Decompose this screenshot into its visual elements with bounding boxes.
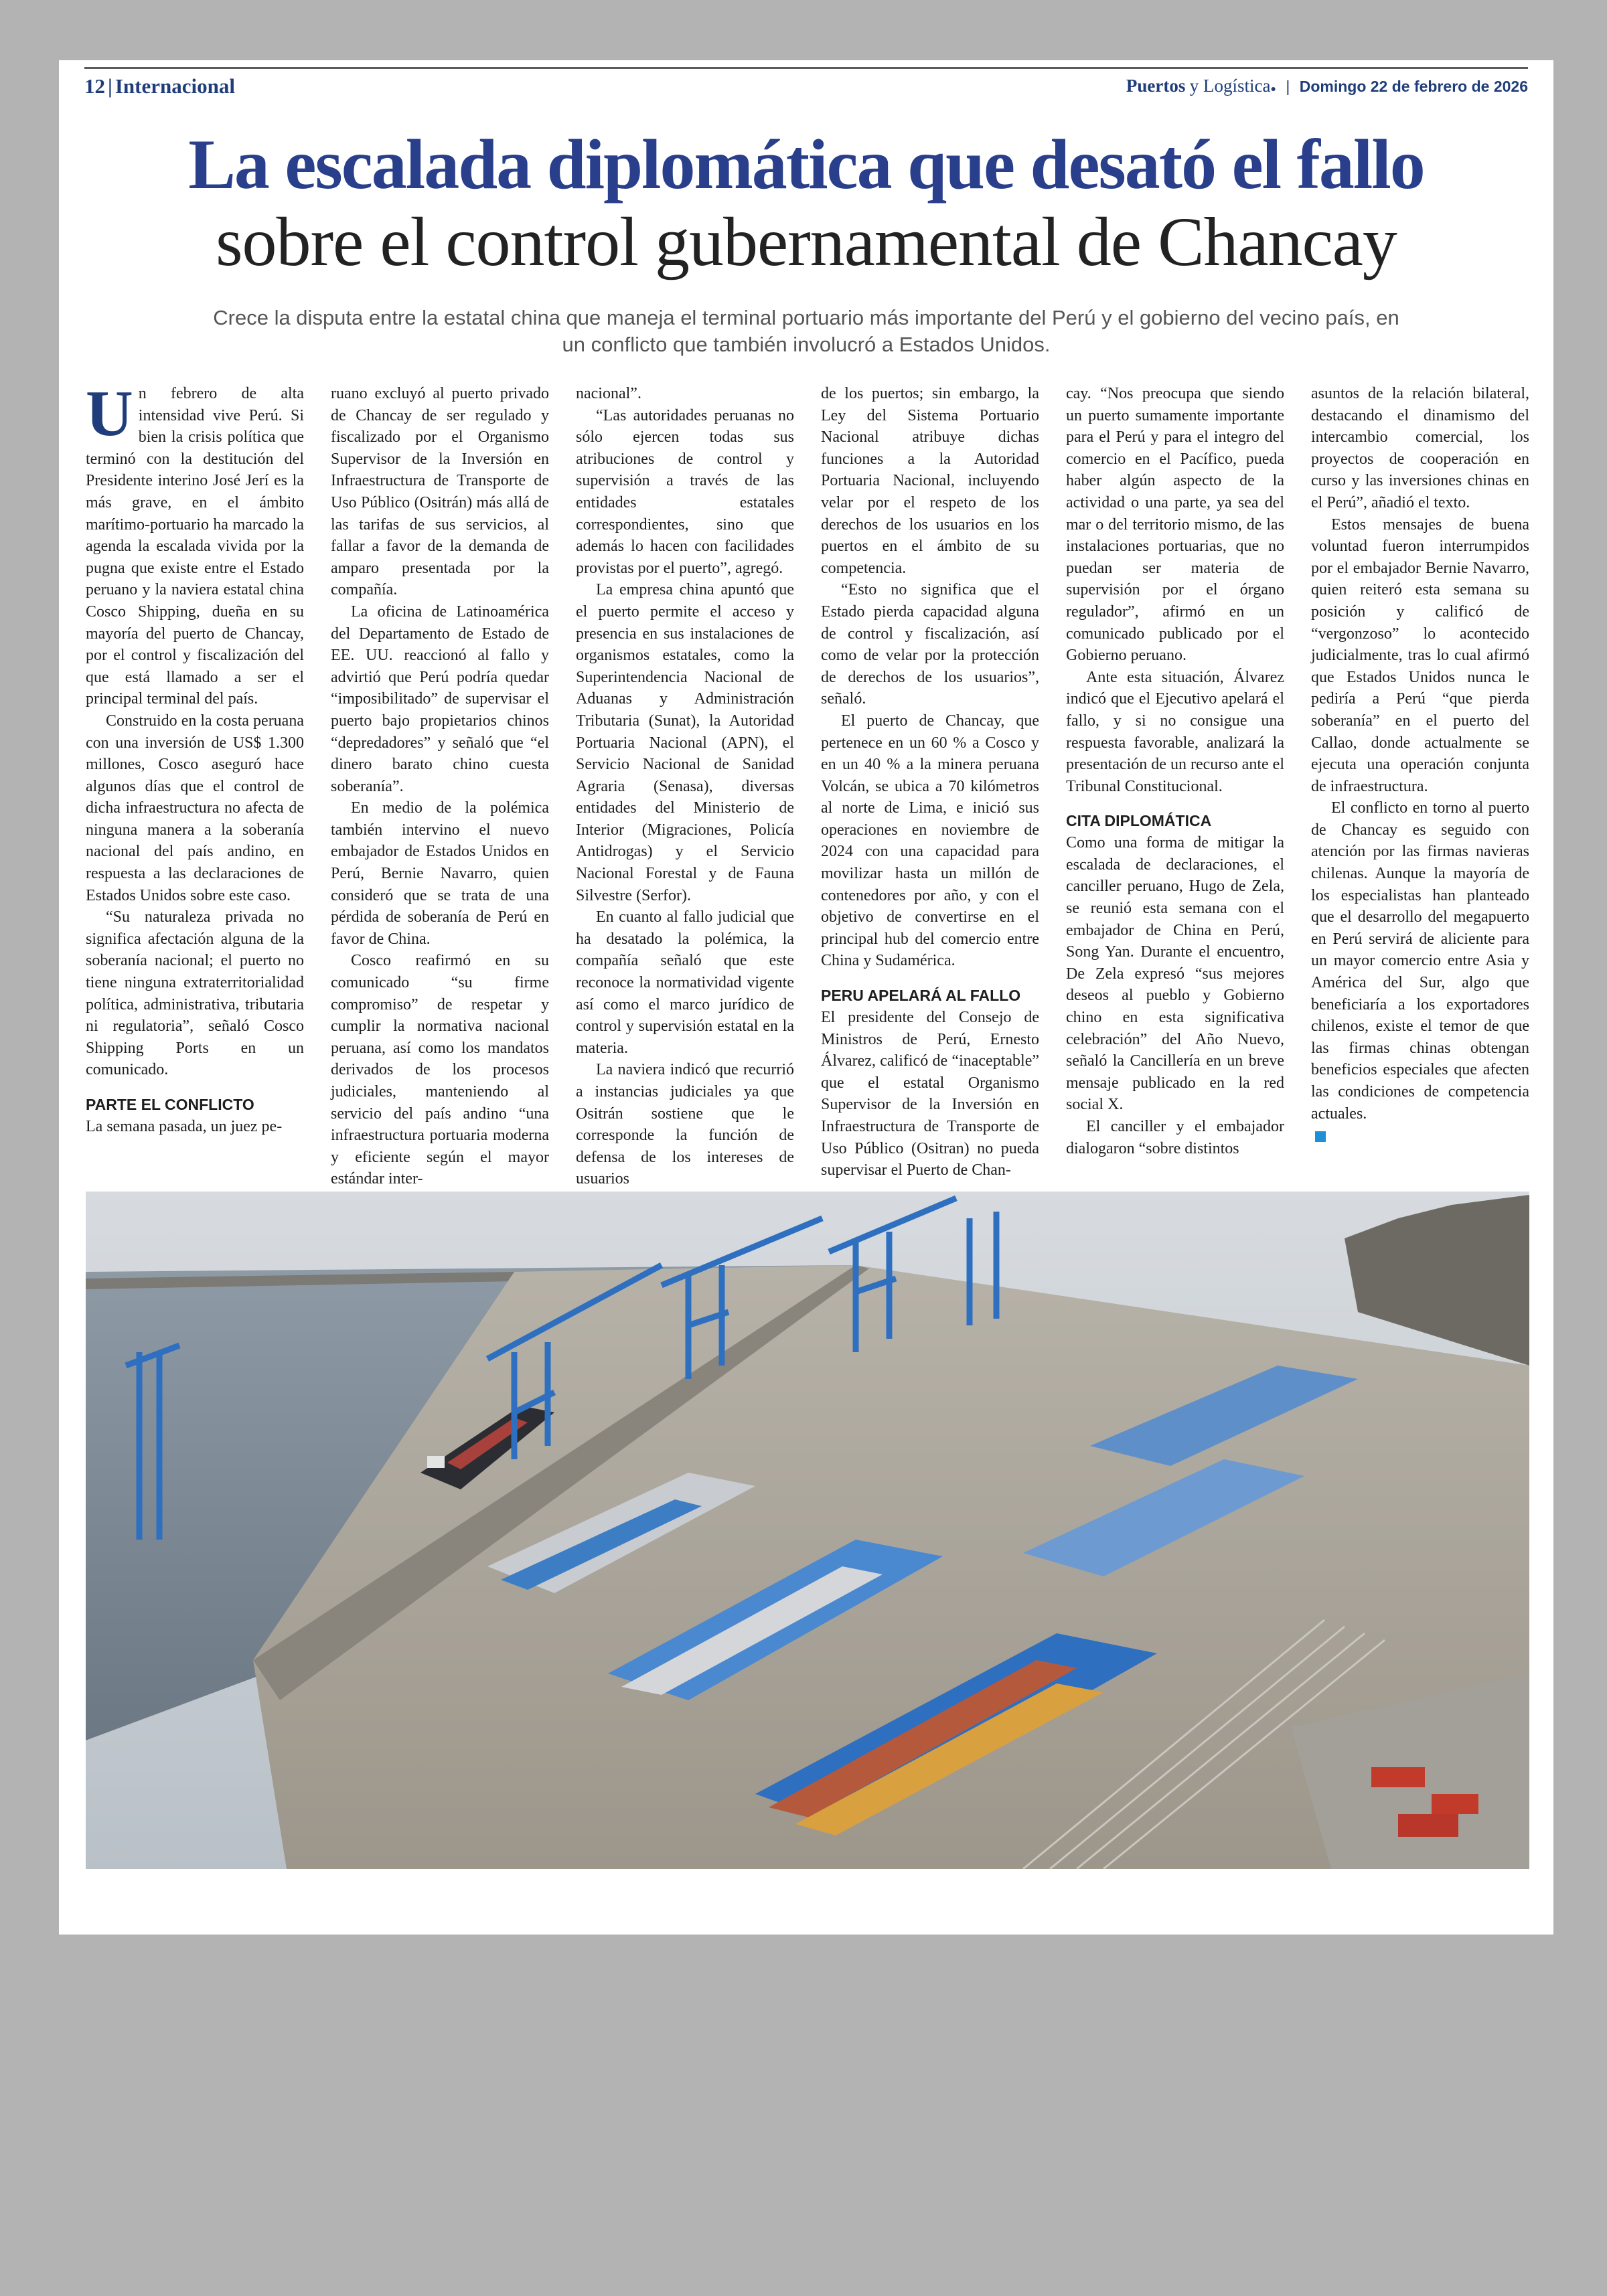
section-label: 12 | Internacional	[84, 74, 235, 98]
article-column-1	[86, 378, 304, 1138]
paragraph: Cosco reafirmó en su comunicado “su firme compromiso” de respetar y cumplir la normativa nacional peruana, así como los mandatos derivados de los procesos judiciales, manteniendo al servicio del país andino “una infraestructura portuaria moderna y eficiente según el mayor estándar inter-	[331, 952, 549, 1188]
paragraph: Ante esta situación, Álvarez indicó que el Ejecutivo apelará el fallo, y si no consigue una respuesta favorable, analizará la presentación de un recurso ante el Tribunal Constitucional.	[1066, 668, 1284, 795]
page-number: 12	[84, 74, 105, 98]
publication-name: Puertos	[1126, 76, 1186, 96]
end-mark-icon	[1315, 1131, 1326, 1142]
article-deck: Crece la disputa entre la estatal china que maneja el terminal portuario más importante del Perú y el gobierno del vecino país, en un conflicto que también involucró a Estados Unidos.	[213, 306, 1399, 356]
paragraph: El conflicto en torno al puerto de Chancay es seguido con atención por las firmas navieras chilenas. Aunque la mayoría de los especialistas han planteado que el desarrollo del megapuerto en Perú servirá de aliciente para un mayor comercio entre Asia y América del Sur, algo que beneficiaría a los exportadores chilenos, existe el temor de que las firmas chinas obtengan beneficios especiales que afecten las condiciones de competencia actuales.	[1311, 799, 1529, 1123]
port-aerial-photo	[86, 1192, 1529, 1869]
page-folio	[84, 67, 1528, 101]
headline-line-2: sobre el control gubernamental de Chancay	[216, 203, 1397, 280]
paragraph: La semana pasada, un juez pe-	[86, 1118, 283, 1135]
paragraph: La naviera indicó que recurrió a instancias judiciales ya que Ositrán sostiene que le corresponde la función de defensa de los intereses de usuarios	[576, 1061, 794, 1188]
paragraph: La empresa china apuntó que el puerto permite el acceso y presencia en sus instalaciones de organismos estatales, como la Superintendencia Nacional de Aduanas y Administración Tributaria (Sunat), la Autoridad Portuaria Nacional (APN), el Servicio Nacional de Sanidad Agraria (Senasa), diversas entidades del Ministerio de Interior (Migraciones, Policía Antidrogas) y el Servicio Nacional Forestal y de Fauna Silvestre (Serfor).	[576, 581, 794, 904]
paragraph: n febrero de alta intensidad vive Perú. Si bien la crisis política que terminó con la destitución del Presidente interino José Jerí es la más grave, en el ámbito marítimo-portuario ha marcado la agenda la escalada vivida por la pugna que existe entre el Estado peruano y la naviera estatal china Cosco Shipping, dueña en su mayoría del puerto de Chancay, por el control y fiscalización del que está llamado a ser el principal terminal del país.	[86, 385, 304, 708]
newspaper-page	[59, 60, 1553, 1935]
paragraph: Como una forma de mitigar la escalada de declaraciones, el canciller peruano, Hugo de Zela, se reunió esta semana con el embajador de China en Perú, Song Yan. Durante el encuentro, De Zela expresó “sus mejores deseos al pueblo y Gobierno chino en esta significativa celebración” del Año Nuevo, señaló la Cancillería en un breve mensaje publicado en la red social X.	[1066, 834, 1284, 1114]
paragraph: El canciller y el embajador dialogaron “sobre distintos	[1066, 1118, 1284, 1157]
paragraph: ruano excluyó al puerto privado de Chancay de ser regulado y fiscalizado por el Organismo Supervisor de la Inversión en Infraestructura de Transporte de Uso Público (Ositrán) más allá de las tarifas de sus servicios, al fallar a favor de la demanda de amparo presentada por la compañía.	[331, 385, 549, 599]
paragraph: nacional”.	[576, 385, 641, 402]
subheading: PARTE EL CONFLICTO	[86, 1096, 254, 1113]
publication-date-line: Puertos y Logística● | Domingo 22 de febrero de 2026	[1126, 76, 1528, 96]
article-column-2	[331, 383, 549, 1190]
article-column-5	[1066, 383, 1284, 1159]
section-name: Internacional	[114, 74, 235, 98]
paragraph: “Las autoridades peruanas no sólo ejercen todas sus atribuciones de control y supervisión a través de las entidades estatales correspondientes, sino que además lo hacen con facilidades provistas por el puerto”, agregó.	[576, 406, 794, 577]
paragraph: En medio de la polémica también intervino el nuevo embajador de Estados Unidos en Perú, Bernie Navarro, quien consideró que se trata de una pérdida de soberanía de Perú en favor de China.	[331, 799, 549, 948]
paragraph: El presidente del Consejo de Ministros de Perú, Ernesto Álvarez, calificó de “inaceptable” que el estatal Organismo Supervisor de la Inversión en Infraestructura de Transporte de Uso Público (Ositran) no pueda supervisar el Puerto de Chan-	[821, 1009, 1039, 1179]
paragraph: La oficina de Latinoamérica del Departamento de Estado de EE. UU. reaccionó al fallo y advirtió que Perú podría quedar “imposibilitado” de supervisar el puerto bajo propietarios chinos “depredadores” y señaló que “el dinero barato chino cuesta soberanía”.	[331, 602, 549, 795]
paragraph: Construido en la costa peruana con una inversión de US$ 1.300 millones, Cosco aseguró hace algunos días que el control de dicha infraestructura no afecta de ninguna manera a la soberanía nacional del país andino, en respuesta a las declaraciones de Estados Unidos sobre este caso.	[86, 712, 304, 904]
paragraph: “Esto no significa que el Estado pierda capacidad alguna de control y fiscalización, así como de velar por la protección de derechos de los usuarios”, señaló.	[821, 581, 1039, 708]
article-column-4	[821, 383, 1039, 1181]
article-column-6	[1311, 383, 1529, 1147]
article-column-3	[576, 383, 794, 1190]
issue-date: Domingo 22 de febrero de 2026	[1299, 78, 1528, 95]
paragraph: Estos mensajes de buena voluntad fueron interrumpidos por el embajador Bernie Navarro, quien reiteró esta semana su posición y calificó de “vergonzoso” lo acontecido judicialmente, tras lo cual afirmó que Estados Unidos nunca le pediría a Perú “que pierda soberanía” en el puerto del Callao, donde actualmente se ejecuta una operación conjunta de infraestructura.	[1311, 515, 1529, 795]
paragraph: cay. “Nos preocupa que siendo un puerto sumamente importante para el Perú y para el integro del comercio en el Pacífico, pueda haber algún aspecto de la actividad o una parte, ya sea del mar o del territorio mismo, de las instalaciones portuarias, que no puedan ser materia de supervisión por el órgano regulador”, afirmó en un comunicado publicado por el Gobierno peruano.	[1066, 385, 1284, 665]
paragraph: asuntos de la relación bilateral, destacando el dinamismo del intercambio comercial, los proyectos de cooperación en curso y las inversiones chinas en el Perú”, añadió el texto.	[1311, 385, 1529, 511]
paragraph: de los puertos; sin embargo, la Ley del Sistema Portuario Nacional atribuye dichas funciones a la Autoridad Portuaria Nacional, incluyendo velar por el respeto de los derechos de los usuarios en los puertos en el ámbito de su competencia.	[821, 385, 1039, 577]
paragraph: “Su naturaleza privada no significa afectación alguna de la soberanía nacional; el puerto no tiene ninguna extraterritorialidad política, administrativa, tributaria ni regulatoria”, señaló Cosco Shipping Ports en un comunicado.	[86, 908, 304, 1079]
subheading: PERU APELARÁ AL FALLO	[821, 987, 1021, 1005]
publication-name-suffix: y Logística	[1189, 76, 1271, 96]
paragraph: En cuanto al fallo judicial que ha desatado la polémica, la compañía señaló que este reconoce la normatividad vigente así como el marco jurídico de control y supervisión estatal en la materia.	[576, 908, 794, 1057]
paragraph: El puerto de Chancay, que pertenece en un 60 % a Cosco y en un 40 % a la minera peruana Volcán, se ubica a 70 kilómetros al norte de Lima, e inició sus operaciones en noviembre de 2024 con una capacidad para movilizar hasta un millón de contenedores por año, y con el objetivo de convertirse en el principal hub del comercio entre China y Sudamérica.	[821, 712, 1039, 970]
drop-cap: U	[86, 378, 133, 450]
headline-line-1: La escalada diplomática que desató el fallo	[188, 125, 1424, 203]
subheading: CITA DIPLOMÁTICA	[1066, 812, 1212, 830]
